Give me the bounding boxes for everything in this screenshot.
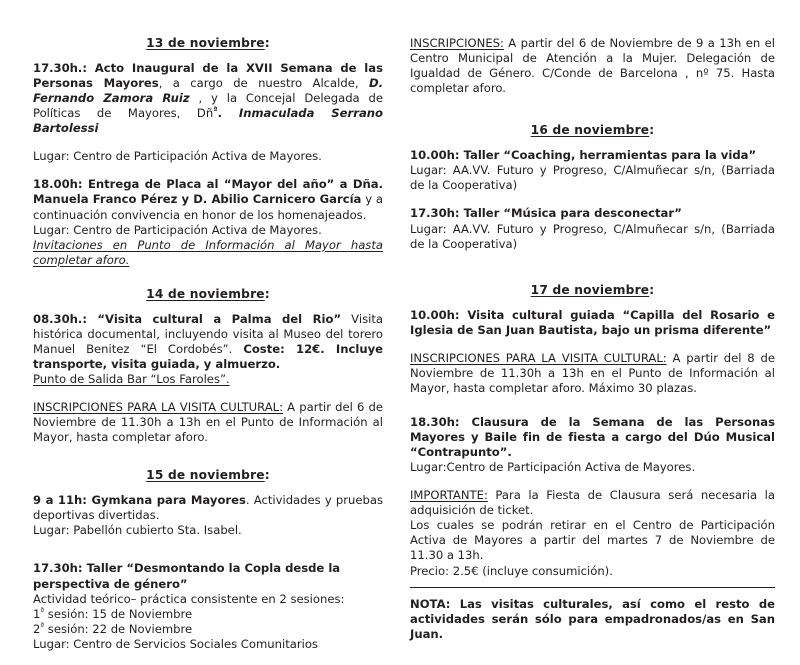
- inscriptions-text-left: A partir del 6 de Noviembre de 11.30h a 13h en el Punto de Información al Mayor, hasta completar aforo.: [33, 400, 383, 445]
- spacer: [410, 265, 775, 283]
- section-divider: [410, 587, 775, 588]
- heading-13-noviembre: [33, 36, 383, 50]
- spacer: [33, 551, 383, 561]
- inscriptions-visita-cultural-left: [33, 400, 383, 445]
- event-title-coaching: 10.00h: Taller “Coaching, herramientas para la vida”: [410, 148, 757, 163]
- event-13-nov-inaugural-place: Lugar: Centro de Participación Activa de Mayores.: [33, 149, 322, 164]
- event-desc-gymkana: . Actividades y pruebas deportivas divertidas.: [33, 493, 383, 523]
- inscriptions-top-right: [410, 36, 775, 96]
- event-17-nov-visita-guiada: [410, 308, 775, 338]
- sesion-2-text: sesión: 22 de Noviembre: [44, 621, 193, 636]
- event-17-nov-clausura-place: Lugar:Centro de Participación Activa de Mayores.: [410, 460, 696, 475]
- event-14-nov-visita-palma: [33, 312, 383, 372]
- nota-final: [410, 597, 775, 642]
- important-notice: [410, 488, 775, 518]
- event-desc-a: , a cargo de nuestro Alcalde,: [158, 76, 369, 91]
- inscriptions-visita-cultural-right: [410, 351, 775, 396]
- event-13-nov-inaugural: [33, 61, 383, 136]
- event-desc-convivencia: y a continuación convivencia en honor de los homenajeados.: [33, 192, 383, 222]
- event-16-nov-musica-place: Lugar: AA.VV. Futuro y Progreso, C/Almuñecar s/n, (Barriada de la Cooperativa): [410, 221, 775, 251]
- punto-salida-text: Punto de Salida Bar “Los Faroles”.: [33, 372, 230, 386]
- heading-16-noviembre-colon: :: [649, 123, 655, 138]
- event-14-nov-salida: [33, 372, 383, 387]
- sesion-2-number: 2: [33, 621, 41, 636]
- person-name-alcalde: D. Fernando Zamora Ruiz: [33, 76, 383, 106]
- heading-14-noviembre-colon: :: [264, 286, 270, 301]
- inscriptions-top-label: INSCRIPCIONES:: [410, 36, 504, 50]
- heading-14-noviembre-text: 14 de noviembre: [146, 286, 265, 301]
- event-title-entrega-placa: Entrega de Placa al “Mayor del año” a Dña. Manuela Franco Pérez y D. Abilio Carnicero García: [33, 177, 383, 207]
- event-desc-museo: Visita histórica documental, incluyendo visita al Museo del torero Manuel Benitez “El Cordobés”.: [33, 311, 383, 356]
- event-title-visita-palma: “Visita cultural a Palma del Rio”: [86, 311, 342, 326]
- event-title-gymkana: 9 a 11h: Gymkana para Mayores: [33, 493, 246, 508]
- heading-16-noviembre-text: 16 de noviembre: [530, 123, 650, 138]
- sesion-1-ordinal: ª: [40, 605, 45, 615]
- ordinal-superscript-a: ª: [213, 105, 218, 115]
- sesion-1-number: 1: [33, 606, 41, 621]
- event-time-0830: 08.30h.:: [33, 311, 87, 326]
- heading-15-noviembre-text: 15 de noviembre: [146, 468, 265, 483]
- event-13-nov-invitaciones-note: [33, 238, 383, 268]
- inscriptions-label-right: INSCRIPCIONES PARA LA VISITA CULTURAL:: [410, 350, 667, 365]
- event-13-nov-placa-place: Lugar: Centro de Participación Activa de Mayores.: [33, 222, 322, 237]
- taller-copla-sesion-2: [33, 622, 383, 637]
- event-16-nov-musica: [410, 206, 775, 221]
- important-label: IMPORTANTE:: [410, 488, 488, 503]
- event-13-nov-placa: [33, 177, 383, 222]
- event-title-visita-guiada: 10.00h: Visita cultural guiada “Capilla del Rosario e Iglesia de San Juan Bautista, bajo un prisma diferente”: [410, 307, 775, 337]
- sesion-1-text: sesión: 15 de Noviembre: [44, 606, 193, 621]
- event-16-nov-coaching: [410, 148, 775, 163]
- spacer: [33, 458, 383, 468]
- left-column: [0, 36, 400, 665]
- event-time-1800: 18.00h:: [33, 177, 83, 192]
- event-15-nov-gymkana: [33, 493, 383, 523]
- heading-13-noviembre-text: 13 de noviembre: [146, 36, 265, 50]
- taller-copla-sesion-1: [33, 607, 383, 622]
- spacer: [410, 109, 775, 123]
- event-title-musica: 17.30h: Taller “Música para desconectar”: [410, 206, 682, 221]
- event-cost-info: Coste: 12€. Incluye transporte, visita guiada, y almuerzo.: [33, 341, 383, 371]
- event-16-nov-coaching-place: Lugar: AA.VV. Futuro y Progreso, C/Almuñecar s/n, (Barriada de la Cooperativa): [410, 163, 775, 193]
- heading-17-noviembre-colon: :: [649, 282, 655, 297]
- person-name-concejal: Inmaculada Serrano Bartolessi: [33, 106, 383, 136]
- sesion-2-ordinal: ª: [40, 620, 45, 630]
- two-column-layout: [0, 36, 800, 665]
- event-time-1730: 17.30h.:: [33, 61, 87, 75]
- right-column: [400, 36, 800, 665]
- inscriptions-top-text: A partir del 6 de Noviembre de 9 a 13h en el Centro Municipal de Atención a la Mujer. Delegación de Igualdad de Género. C/Conde de Barcelona , nº 75. Hasta completar aforo.: [410, 36, 775, 96]
- inscriptions-text-right: A partir del 8 de Noviembre de 11.30h a 13h en el Punto de Información al Mayor, hasta completar aforo. Máximo 30 plazas.: [410, 350, 775, 395]
- nota-final-text: NOTA: Las visitas culturales, así como el resto de actividades serán sólo para empadronados/as en San Juan.: [410, 596, 775, 641]
- invitaciones-note-text: Invitaciones en Punto de Información al Mayor hasta completar aforo.: [33, 237, 383, 267]
- event-title-clausura: 18.30h: Clausura de la Semana de las Personas Mayores y Baile fin de fiesta a cargo del Dúo Musical “Contrapunto”.: [410, 414, 775, 460]
- inscriptions-label-left: INSCRIPCIONES PARA LA VISITA CULTURAL:: [33, 400, 284, 415]
- heading-15-noviembre-colon: :: [264, 468, 270, 483]
- important-price: Precio: 2.5€ (incluye consumición).: [410, 563, 613, 578]
- event-desc-c: .: [217, 106, 239, 121]
- important-text: Para la Fiesta de Clausura será necesaria la adquisición de ticket.: [410, 488, 775, 518]
- heading-13-noviembre-colon: :: [264, 36, 270, 50]
- event-title-taller-copla: 17.30h: Taller “Desmontando la Copla desde la perspectiva de género”: [33, 561, 341, 591]
- event-17-nov-clausura: [410, 415, 775, 460]
- event-title-acto-inaugural: Acto Inaugural de la XVII Semana de las Personas Mayores: [33, 61, 383, 91]
- event-15-nov-taller-place: Lugar: Centro de Servicios Sociales Comunitarios: [33, 636, 318, 651]
- important-line-2: Los cuales se podrán retirar en el Centro de Participación Activa de Mayores a partir del martes 7 de Noviembre de 11.30 a 13h.: [410, 518, 775, 563]
- taller-copla-line-1: Actividad teórico– práctica consistente en 2 sesiones:: [33, 591, 345, 606]
- event-15-nov-gymkana-place: Lugar: Pabellón cubierto Sta. Isabel.: [33, 523, 242, 538]
- event-desc-b: , y la Concejal Delegada de Políticas de Mayores, Dñ: [33, 91, 383, 121]
- heading-14-noviembre: [33, 287, 383, 301]
- heading-17-noviembre: [410, 283, 775, 297]
- heading-15-noviembre: [33, 468, 383, 482]
- heading-17-noviembre-text: 17 de noviembre: [530, 282, 650, 297]
- heading-16-noviembre: [410, 123, 775, 137]
- event-15-nov-taller-copla: [33, 561, 383, 591]
